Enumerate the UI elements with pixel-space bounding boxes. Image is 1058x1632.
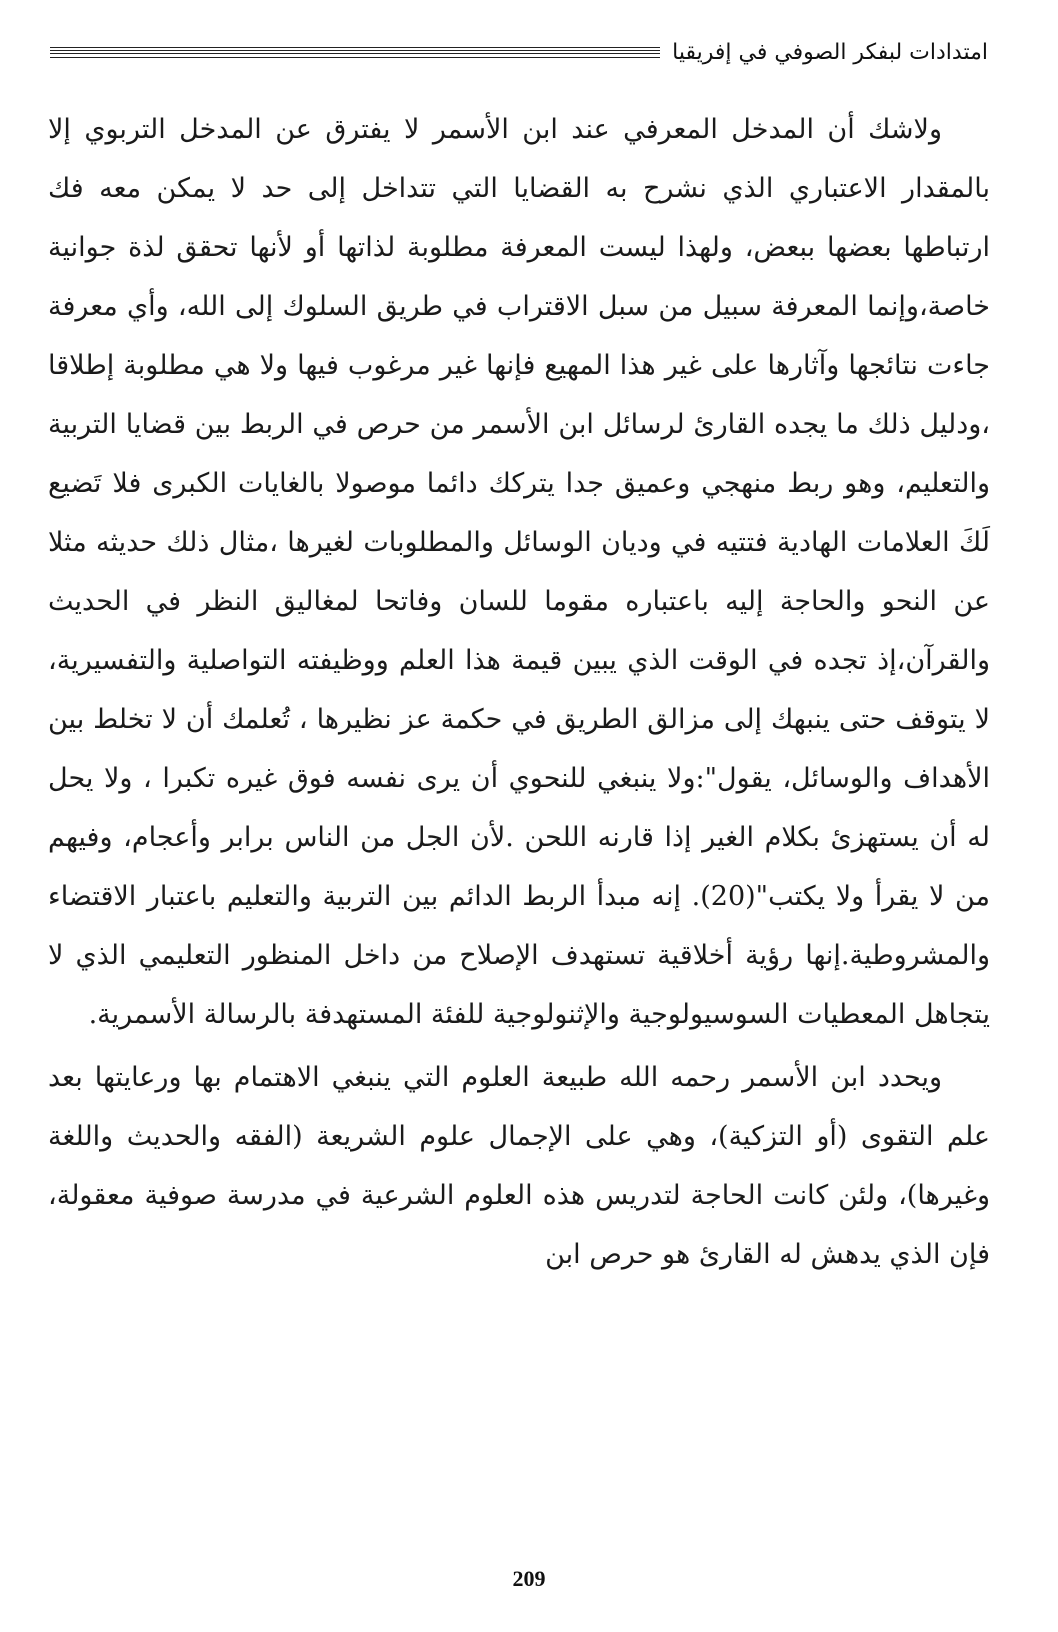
header-rule	[50, 47, 660, 58]
paragraph-2: ويحدد ابن الأسمر رحمه الله طبيعة العلوم التي ينبغي الاهتمام بها ورعايتها بعد علم التقوى (أو التزكية)، وهي على الإجمال علوم الشريعة (الفقه والحديث واللغة وغيرها)، ولئن كانت الحاجة لتدريس هذه العلوم الشرعية في مدرسة صوفية معقولة، فإن الذي يدهش له القارئ هو حرص ابن	[48, 1062, 990, 1270]
header-title: امتدادات لبفكر الصوفي في إفريقيا	[672, 39, 988, 65]
paragraph-1: ولاشك أن المدخل المعرفي عند ابن الأسمر لا يفترق عن المدخل التربوي إلا بالمقدار الاعتباري الذي نشرح به القضايا التي تتداخل إلى حد لا يمكن معه فك ارتباطها بعضها ببعض، ولهذا ليست المعرفة مطلوبة لذاتها أو لأنها تحقق لذة جوانية خاصة،وإنما المعرفة سبيل من سبل الاقتراب في طريق السلوك إلى الله، وأي معرفة جاءت نتائجها وآثارها على غير هذا المهيع فإنها غير مرغوب فيها ولا هي مطلوبة إطلاقا ،ودليل ذلك ما يجده القارئ لرسائل ابن الأسمر من حرص في الربط بين قضايا التربية والتعليم، وهو ربط منهجي وعميق جدا يتركك دائما موصولا بالغايات الكبرى فلا تَضيع لَكَ العلامات الهادية فتتيه في وديان الوسائل والمطلوبات لغيرها ،مثال ذلك حديثه مثلا عن النحو والحاجة إليه باعتباره مقوما للسان وفاتحا لمغاليق النظر في الحديث والقرآن،إذ تجده في الوقت الذي يبين قيمة هذا العلم ووظيفته التواصلية والتفسيرية، لا يتوقف حتى ينبهك إلى مزالق الطريق في حكمة عز نظيرها ، تُعلمك أن لا تخلط بين الأهداف والوسائل، يقول":ولا ينبغي للنحوي أن يرى نفسه فوق غيره تكبرا ، ولا يحل له أن يستهزئ بكلام الغير إذا قارنه اللحن .لأن الجل من الناس برابر وأعجام، وفيهم من لا يقرأ ولا يكتب"(20). إنه مبدأ الربط الدائم بين التربية والتعليم باعتبار الاقتضاء والمشروطية.إنها رؤية أخلاقية تستهدف الإصلاح من داخل المنظور التعليمي الذي لا يتجاهل المعطيات السوسيولوجية والإثنولوجية للفئة المستهدفة بالرسالة الأسمرية.	[48, 114, 991, 1030]
page-number: 209	[512, 1566, 546, 1591]
running-header	[50, 32, 988, 72]
body-text	[48, 100, 990, 1284]
